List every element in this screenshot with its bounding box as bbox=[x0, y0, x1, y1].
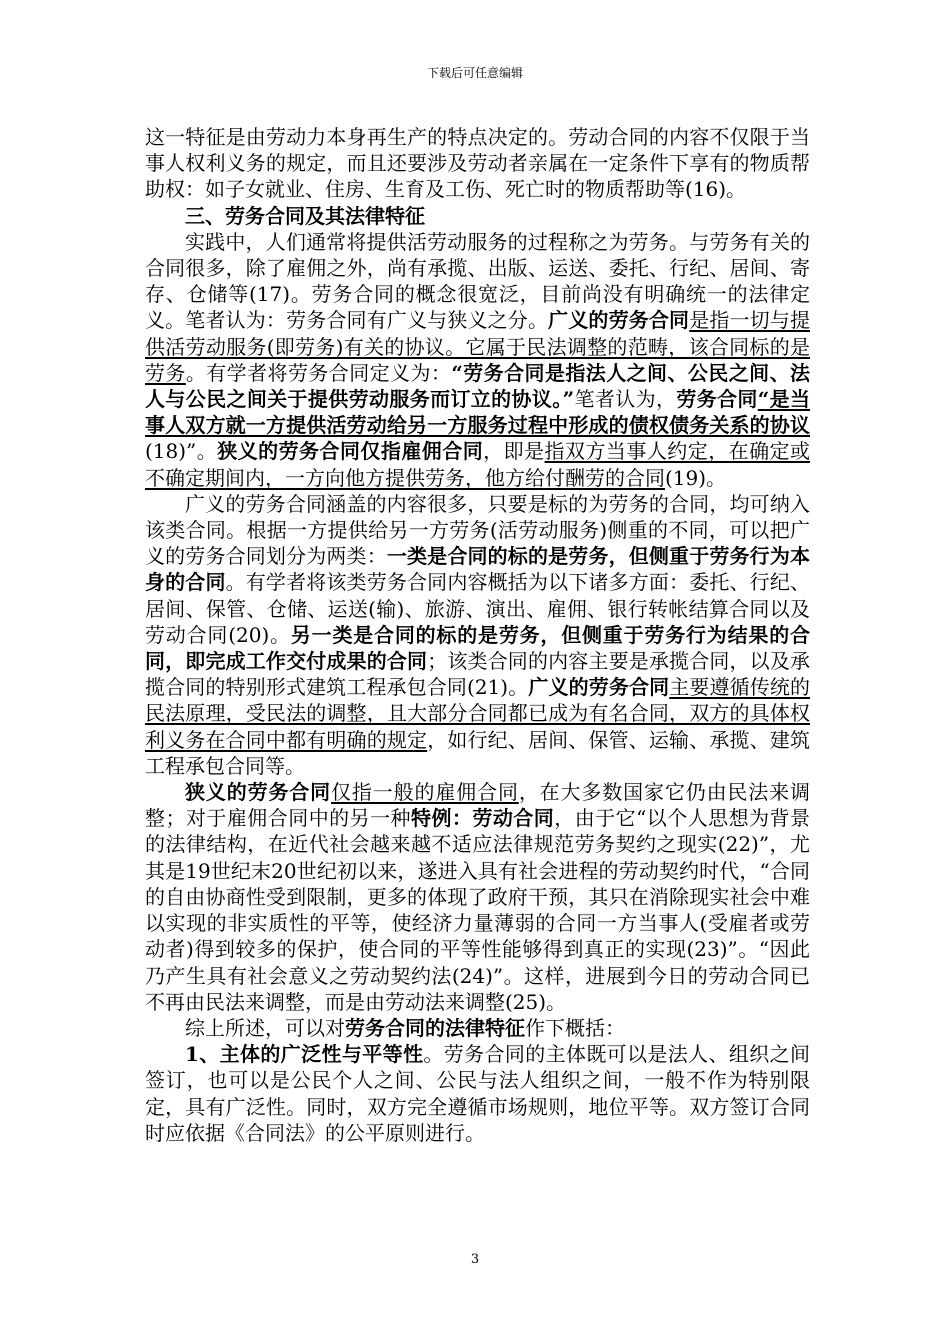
text-run: 广义的劳务合同 bbox=[528, 675, 670, 700]
text-run: 特例：劳动合同 bbox=[411, 806, 555, 831]
text-run: 广义的劳务合同涵盖的内容很多，只要是标的为劳务的合同，均可纳入该类合同。根据一方提供给另一方劳务(活劳动服务)侧重的不同，可以把广义的劳务合同划分为两类： bbox=[145, 491, 810, 569]
page-header: 下载后可任意编辑 bbox=[426, 66, 523, 80]
text-run: ，由于它“以个人思想为背景的法律结构，在近代社会越来越不适应法律规范劳务契约之现实(22)”，尤其是19世纪末20世纪初以来，遂进入具有社会进程的劳动契约时代，“合同的自由协商性受到限制，更多的体现了政府干预，其只在消除现实社会中难以实现的非实质性的平等，使经济力量薄弱的合同一方当事人(受雇者或劳动者)得到较多的保护，使合同的平等性能够得到真正的实现(23)”。“因此乃产生具有社会意义之劳动契约法(24)”。这样，进展到今日的劳动合同已不再由民法来调整，而是由劳动法来调整(25)。 bbox=[145, 806, 810, 1014]
text-run: 综上所述，可以对 bbox=[185, 1015, 345, 1040]
text-run: “是当事人双方就一方提供活劳动给另一方服务过程中形成的债权债务关系的协议 bbox=[145, 387, 810, 438]
text-run: 是指一切与提供活劳动服务(即劳务)有关的协议。它属于民法调整的范畴，该合同标的是劳务 bbox=[145, 308, 810, 385]
text-run: 劳务合同 bbox=[676, 387, 758, 412]
text-run: (19)。 bbox=[665, 465, 727, 490]
text-run: “劳务合同是指法人之间、公民之间、法人与公民之间关于提供劳动服务而订立的协议。” bbox=[145, 360, 810, 412]
text-run: ；该类合同的内容主要是承揽合同，以及承揽合同的特别形式建筑工程承包合同(21)。 bbox=[145, 649, 810, 700]
paragraph-2 bbox=[145, 229, 810, 491]
text-run: 笔者认为， bbox=[574, 387, 677, 412]
text-run: 劳务合同的法律特征 bbox=[345, 1015, 525, 1040]
text-run: ，在大多数国家它仍由民法来调整；对于雇佣合同中的另一种 bbox=[145, 780, 811, 831]
text-run: 实践中，人们通常将提供活劳动服务的过程称之为劳务。与劳务有关的合同很多，除了雇佣之外，尚有承揽、出版、运送、委托、行纪、居间、寄存、仓储等(17)。劳务合同的概念很宽泛，目前尚没有明确统一的法律定义。笔者认为：劳务合同有广义与狭义之分。 bbox=[145, 229, 810, 333]
paragraph-6 bbox=[145, 1041, 810, 1146]
text-run: ，即是 bbox=[483, 439, 545, 464]
text-run: 这一特征是由劳动力本身再生产的特点决定的。劳动合同的内容不仅限于当事人权利义务的规定，而且还要涉及劳动者亲属在一定条件下享有的物质帮助权：如子女就业、住房、生育及工伤、死亡时的物质帮助等(16)。 bbox=[145, 125, 810, 202]
paragraph-3 bbox=[145, 491, 810, 779]
page-number: 3 bbox=[470, 1252, 480, 1267]
text-run: 。有学者将该类劳务合同内容概括为以下诸多方面：委托、行纪、居间、保管、仓储、运送(输)、旅游、演出、雇佣、银行转帐结算合同以及劳动合同(20)。 bbox=[145, 570, 810, 647]
text-run: 广义的劳务合同 bbox=[548, 308, 690, 333]
text-run: 主要遵循传统的民法原理，受民法的调整，且大部分合同都已成为有名合同，双方的具体权利义务在合同中都有明确的规定 bbox=[145, 675, 810, 752]
text-run: 指双方当事人约定，在确定或不确定期间内，一方向他方提供劳务，他方给付酬劳的合同 bbox=[145, 439, 811, 490]
text-run: ，如行纪、居间、保管、运输、承揽、建筑工程承包合同等。 bbox=[145, 727, 810, 778]
text-run: (18)”。 bbox=[145, 439, 218, 464]
text-run: 另一类是合同的标的是劳务，但侧重于劳务行为结果的合同，即完成工作交付成果的合同 bbox=[145, 622, 810, 674]
text-run: 。有学者将劳务合同定义为： bbox=[185, 360, 452, 385]
section-heading: 三、劳务合同及其法律特征 bbox=[185, 203, 425, 228]
text-run: 1、主体的广泛性与平等性 bbox=[185, 1042, 424, 1067]
document-body bbox=[145, 124, 810, 1146]
text-run: 作下概括： bbox=[525, 1015, 625, 1040]
text-run: 。劳务合同的主体既可以是法人、组织之间签订，也可以是公民个人之间、公民与法人组织之间，一般不作为特别限定，具有广泛性。同时，双方完全遵循市场规则，地位平等。双方签订合同时应依据《合同法》的公平原则进行。 bbox=[145, 1042, 811, 1145]
paragraph-4 bbox=[145, 779, 810, 1015]
text-run: 一类是合同的标的是劳务，但侧重于劳务行为本身的合同 bbox=[145, 544, 810, 595]
paragraph-5 bbox=[145, 1015, 810, 1041]
text-run: 仅指一般的雇佣合同 bbox=[331, 780, 519, 805]
paragraph-1 bbox=[145, 124, 810, 203]
text-run: 狭义的劳务合同仅指雇佣合同 bbox=[217, 439, 484, 464]
text-run: 狭义的劳务合同 bbox=[185, 780, 332, 805]
